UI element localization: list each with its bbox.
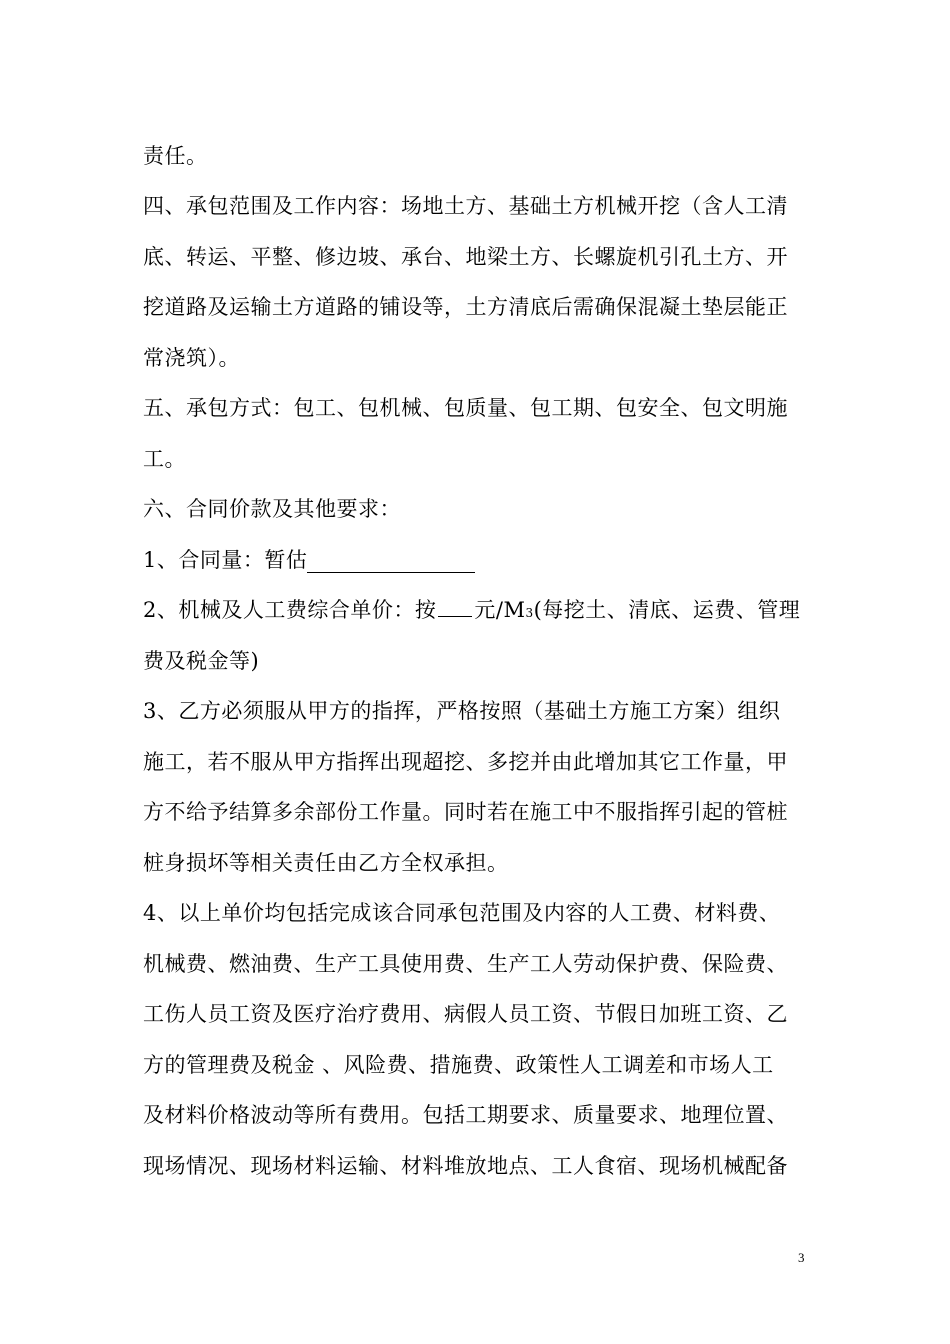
text-line: 工伤人员工资及医疗治疗费用、病假人员工资、节假日加班工资、乙 [143,1002,788,1026]
text-line: 现场情况、现场材料运输、材料堆放地点、工人食宿、现场机械配备 [143,1154,788,1178]
contract-quantity-blank[interactable] [307,550,475,573]
text-line: 施工，若不服从甲方指挥出现超挖、多挖并由此增加其它工作量，甲 [143,750,788,774]
unit-price-note: (每挖土、清底、运费、管理 [533,598,801,622]
text-line: 工。 [143,447,186,471]
page-number: 3 [798,1250,805,1265]
text-line: 底、转运、平整、修边坡、承台、地梁土方、长螺旋机引孔土方、开 [143,245,788,269]
text-line: 常浇筑）。 [143,346,240,370]
unit-price-blank[interactable] [438,594,472,617]
text-line: 及材料价格波动等所有费用。包括工期要求、质量要求、地理位置、 [143,1103,788,1127]
text-line: 费及税金等) [143,649,260,673]
text-line: 3、乙方必须服从甲方的指挥，严格按照（基础土方施工方案）组织 [143,699,781,723]
unit-exponent: 3 [525,606,534,620]
text-line: 方的管理费及税金 、风险费、措施费、政策性人工调差和市场人工 [143,1053,774,1077]
text-line: 桩身损坏等相关责任由乙方全权承担。 [143,851,509,875]
text-line: 方不给予结算多余部份工作量。同时若在施工中不服指挥引起的管桩 [143,800,788,824]
section-six-heading: 六、合同价款及其他要求： [143,497,401,521]
contract-quantity-label: 1、合同量：暂估 [143,548,308,572]
unit-price-line [143,590,800,630]
text-line: 机械费、燃油费、生产工具使用费、生产工人劳动保护费、保险费、 [143,952,788,976]
text-line: 挖道路及运输土方道路的铺设等，土方清底后需确保混凝土垫层能正 [143,295,788,319]
contract-quantity-line [143,540,475,580]
unit-price-unit: 元/M [474,598,526,622]
section-four-heading: 四、承包范围及工作内容：场地土方、基础土方机械开挖（含人工清 [143,194,788,218]
unit-price-label: 2、机械及人工费综合单价：按 [143,598,437,622]
text-line: 责任。 [143,144,208,168]
text-line: 4、以上单价均包括完成该合同承包范围及内容的人工费、材料费、 [143,901,781,925]
section-five-heading: 五、承包方式：包工、包机械、包质量、包工期、包安全、包文明施 [143,396,788,420]
